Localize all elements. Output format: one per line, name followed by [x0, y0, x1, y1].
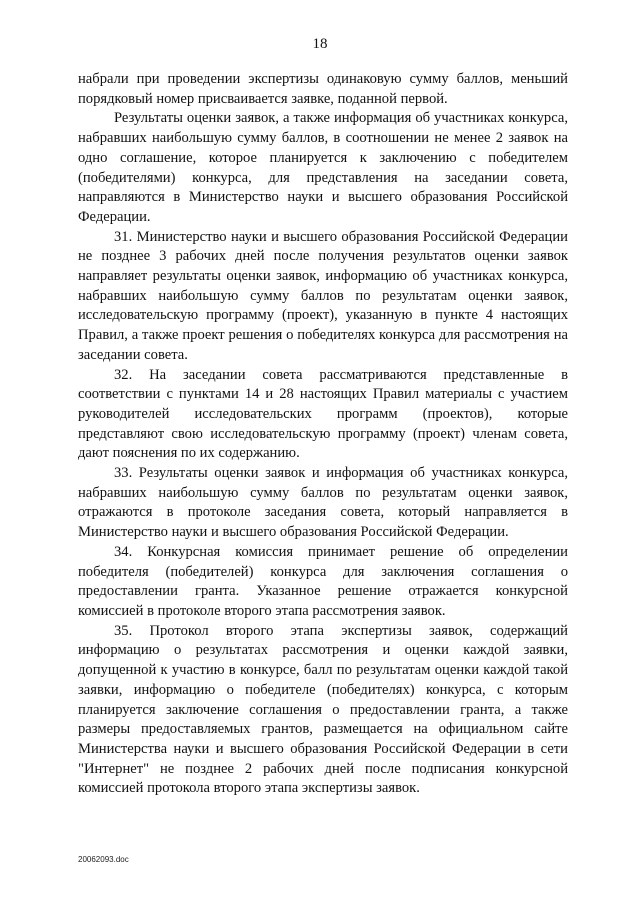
paragraph-clause-34: 34. Конкурсная комиссия принимает решение об определении победителя (победителей) конкурса для заключения соглашения о предоставлении гранта. Указанное решение отражается конкурсной комиссией в протоколе второго этапа рассмотрения заявок. [78, 543, 568, 619]
paragraph-continuation: набрали при проведении экспертизы одинаковую сумму баллов, меньший порядковый номер присваивается заявке, поданной первой. [78, 71, 568, 107]
paragraph-clause-35: 35. Протокол второго этапа экспертизы заявок, содержащий информацию о результатах рассмотрения и оценки каждой заявки, допущенной к участию в конкурсе, балл по результатам оценки каждой такой заявки, информацию о победителе (победителях) конкурса, с которым планируется заключение соглашения о предоставлении гранта, а также размеры предоставляемых грантов, размещается на официальном сайте Министерства науки и высшего образования Российской Федерации в сети "Интернет" не позднее 2 рабочих дней после подписания конкурсной комиссией протокола второго этапа экспертизы заявок. [78, 622, 568, 797]
paragraph-clause-33: 33. Результаты оценки заявок и информация об участниках конкурса, набравших наибольшую сумму баллов по результатам оценки заявок, отражаются в протоколе заседания совета, который направляется в Министерство науки и высшего образования Российской Федерации. [78, 465, 568, 541]
paragraph-clause-31: 31. Министерство науки и высшего образования Российской Федерации не позднее 3 рабочих дней после получения результатов оценки заявок направляет результаты оценки заявок, информацию об участниках конкурса, набравших наибольшую сумму баллов по результатам оценки заявок, исследовательскую программу (проект), указанную в пункте 4 настоящих Правил, а также проект решения о победителях конкурса для рассмотрения на заседании совета. [78, 228, 568, 363]
footer-filename: 20062093.doc [78, 855, 129, 864]
paragraph-results-transfer: Результаты оценки заявок, а также информация об участниках конкурса, набравших наибольшую сумму баллов, в соотношении не менее 2 заявок на одно соглашение, которое планируется к заключению с победителем (победителями) конкурса, для представления на заседании совета, направляются в Министерство науки и высшего образования Российской Федерации. [78, 110, 568, 225]
page-number: 18 [312, 36, 328, 52]
document-body [78, 70, 568, 799]
paragraph-clause-32: 32. На заседании совета рассматриваются представленные в соответствии с пунктами 14 и 28 настоящих Правил материалы с участием руководителей исследовательских программ (проектов), которые представляют свою исследовательскую программу (проект) членам совета, дают пояснения по их содержанию. [78, 366, 568, 462]
